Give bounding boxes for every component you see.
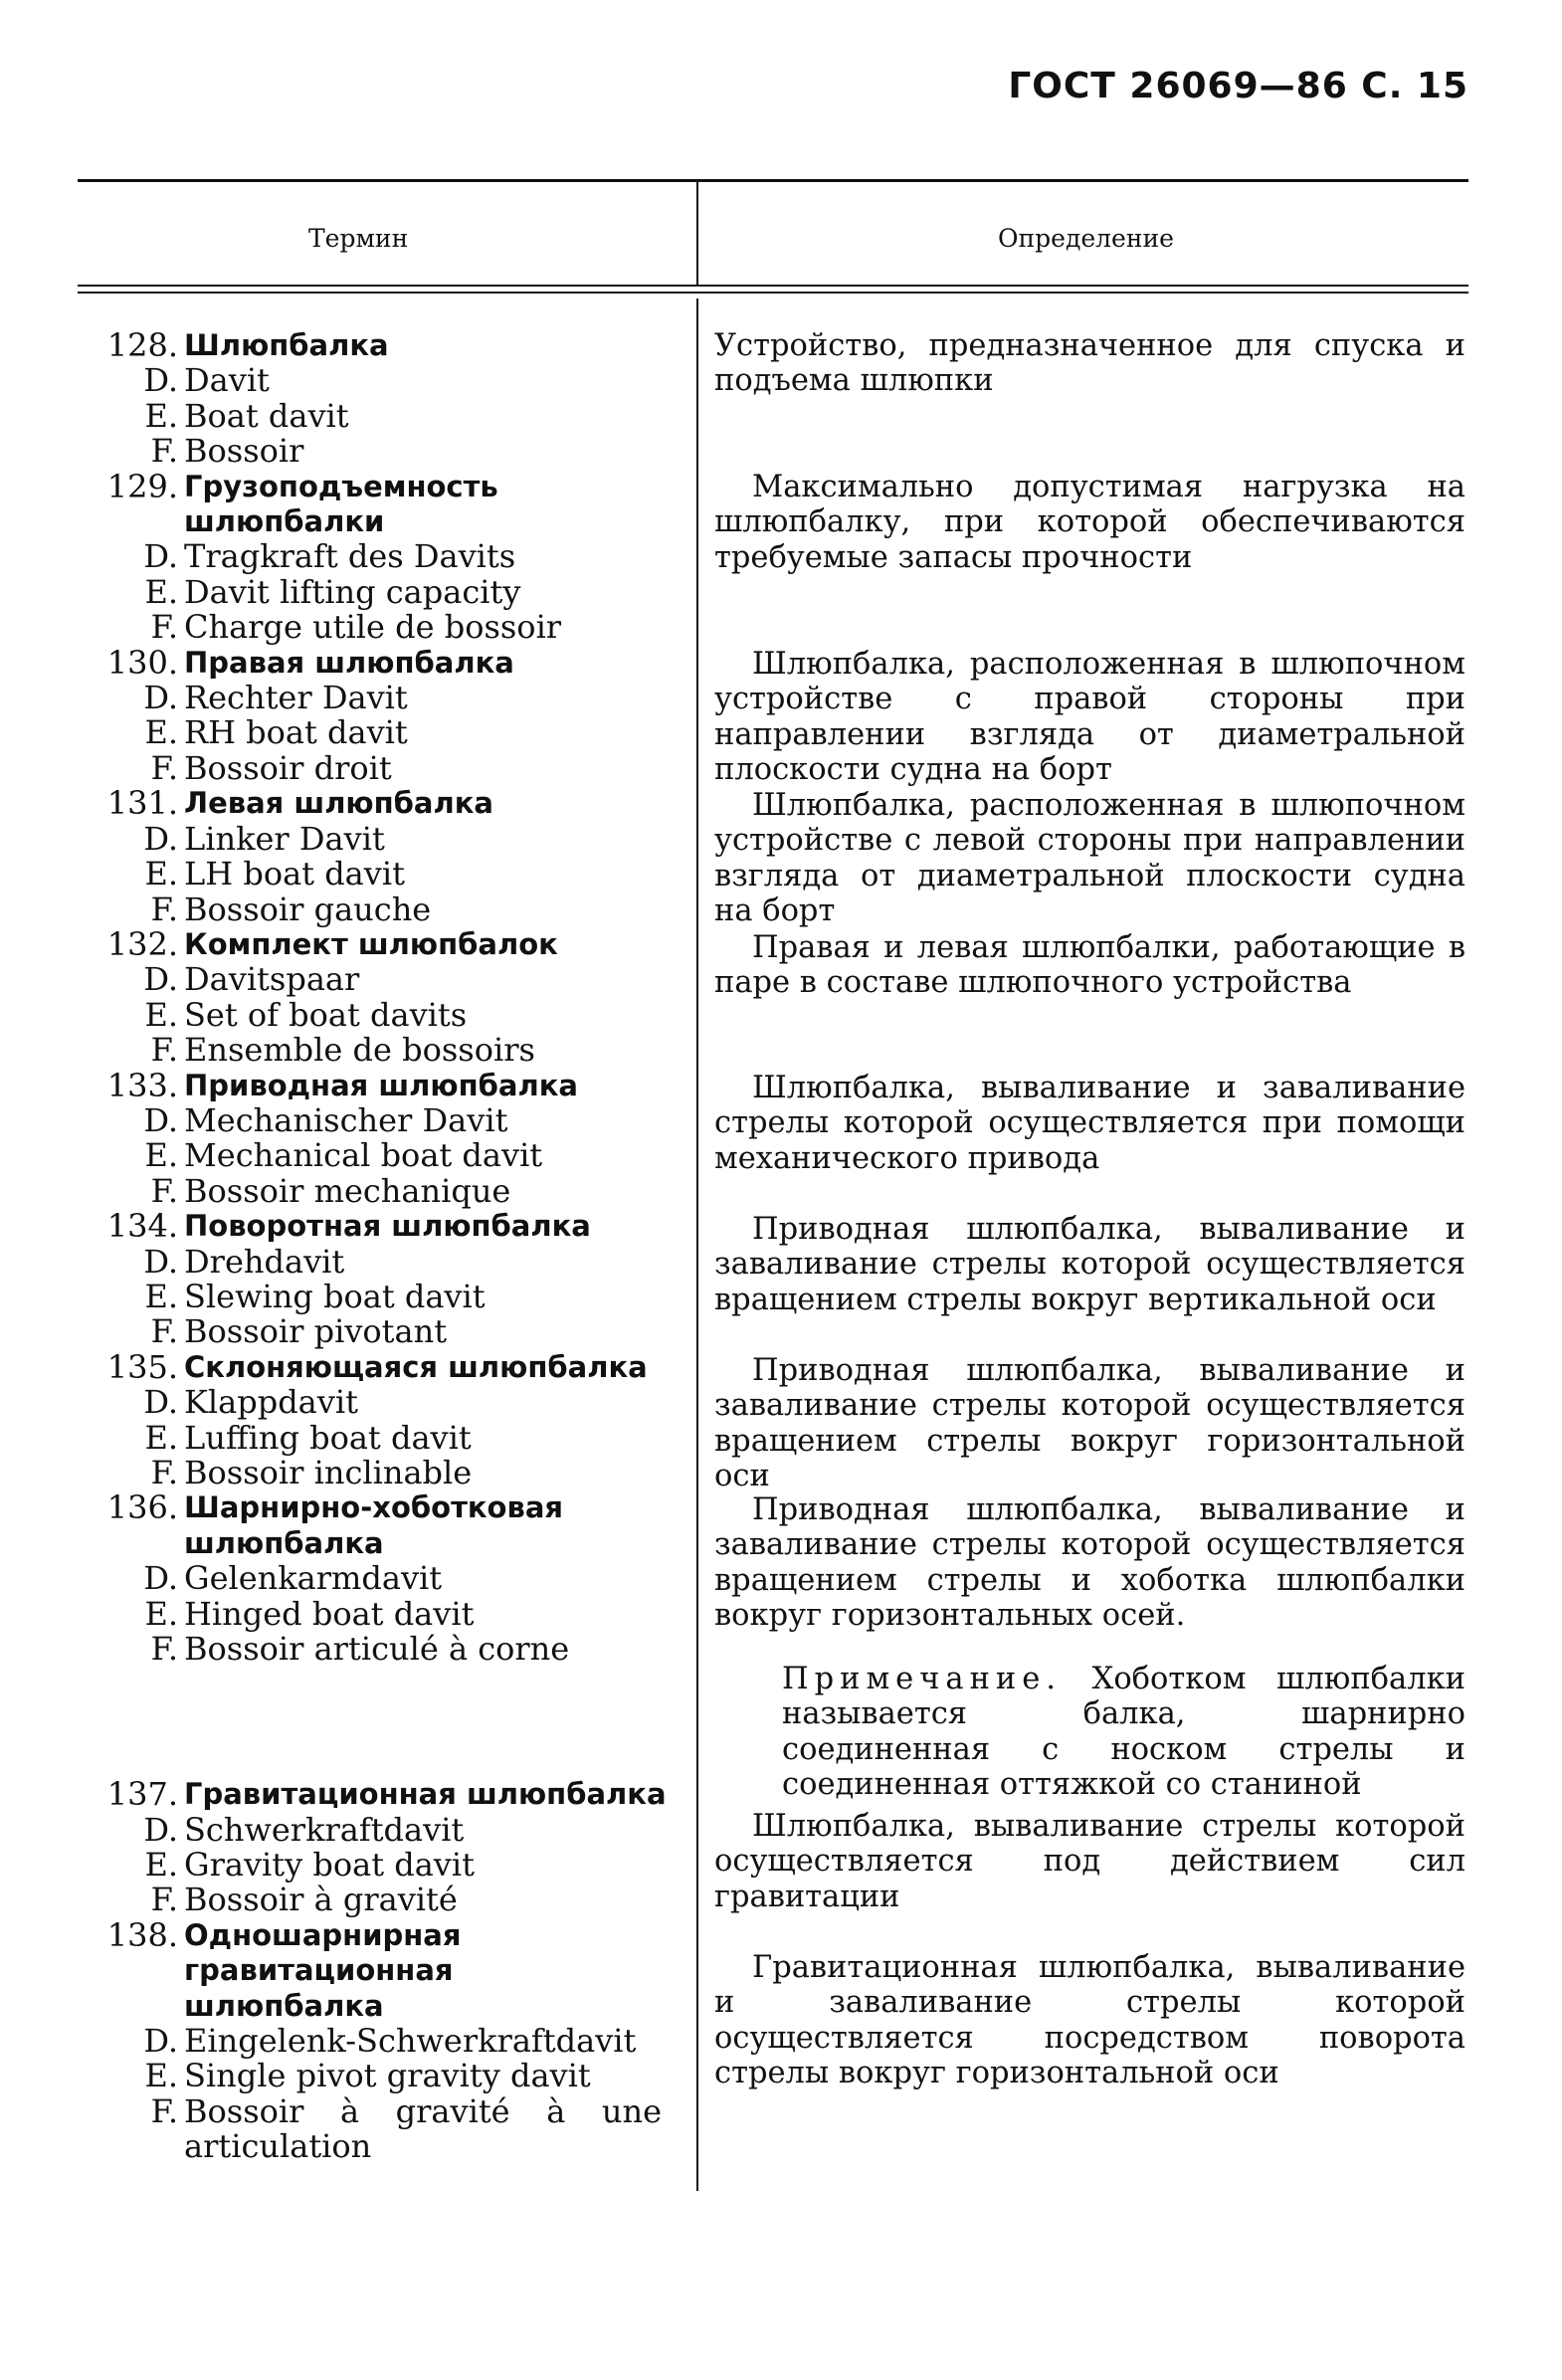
- header-rule-1: [78, 285, 1468, 287]
- term-equivalent: [95, 539, 682, 574]
- equivalent-term: Ensemble de bossoirs: [184, 1031, 535, 1070]
- language-code: F.: [150, 890, 178, 928]
- term-title: Шарнирно-хоботковая шлюпбалка: [184, 1490, 564, 1560]
- term-heading: [95, 924, 682, 963]
- term-number: 135.: [106, 1347, 178, 1386]
- equivalent-term: Bossoir droit: [184, 748, 392, 787]
- term-equivalent: [95, 1456, 682, 1490]
- term-equivalent: [95, 962, 682, 997]
- equivalent-term: Drehdavit: [184, 1242, 345, 1281]
- term-equivalent: [95, 1561, 682, 1596]
- definition-text: Шлюпбалка, вываливание и заваливание стрелы которой осуществляется при помощи механического привода: [714, 1071, 1465, 1176]
- equivalent-term: Bossoir articulé à corne: [184, 1630, 570, 1669]
- equivalent-term: Hinged boat davit: [184, 1594, 475, 1633]
- term-equivalent: [95, 748, 682, 787]
- definition-text: Приводная шлюпбалка, вываливание и заваливание стрелы которой осуществляется вращением стрелы вокруг вертикальной оси: [714, 1212, 1465, 1317]
- equivalent-term: Gravity boat davit: [184, 1846, 475, 1884]
- language-code: D.: [143, 537, 178, 576]
- language-code: E.: [144, 2057, 178, 2095]
- term-equivalent: [95, 715, 682, 750]
- equivalent-term: Mechanical boat davit: [184, 1136, 543, 1175]
- equivalent-term: Davit lifting capacity: [184, 572, 521, 611]
- language-code: D.: [143, 2022, 178, 2061]
- language-code: D.: [143, 960, 178, 999]
- equivalent-term: Single pivot gravity davit: [184, 2057, 591, 2095]
- term-equivalent: [95, 1138, 682, 1173]
- term-equivalent: [95, 819, 682, 858]
- term-equivalent: [95, 1314, 682, 1349]
- equivalent-term: Bossoir à gravité: [184, 1881, 458, 1919]
- term-equivalent: [95, 2059, 682, 2093]
- language-code: D.: [143, 1383, 178, 1422]
- language-code: F.: [150, 1454, 178, 1491]
- definition-text: Гравитационная шлюпбалка, вываливание и заваливание стрелы которой осуществляется посредством поворота стрелы вокруг горизонтальной оси: [714, 1950, 1465, 2091]
- language-code: E.: [144, 1277, 178, 1315]
- equivalent-term: Linker Davit: [184, 819, 385, 858]
- language-code: F.: [150, 748, 178, 787]
- definition-text: Приводная шлюпбалка, вываливание и заваливание стрелы которой осуществляется вращением стрелы вокруг горизонтальной оси: [714, 1353, 1465, 1494]
- term-equivalent: [95, 610, 682, 645]
- equivalent-term: Bossoir à gravité à une articulation: [184, 2091, 662, 2166]
- language-code: D.: [143, 819, 178, 858]
- equivalent-term: Slewing boat davit: [184, 1277, 486, 1315]
- term-number: 137.: [106, 1775, 178, 1814]
- term-equivalent: [95, 363, 682, 398]
- term-title: Склоняющаяся шлюпбалка: [184, 1349, 648, 1384]
- equivalent-term: RH boat davit: [184, 713, 408, 752]
- term-heading: [95, 1209, 682, 1244]
- term-heading: [95, 1915, 682, 2024]
- page-header: ГОСТ 26069—86 С. 15: [1008, 66, 1468, 106]
- equivalent-term: Tragkraft des Davits: [184, 537, 516, 576]
- equivalent-term: Davitspaar: [184, 960, 360, 999]
- language-code: D.: [143, 679, 178, 717]
- equivalent-term: Klappdavit: [184, 1383, 358, 1422]
- language-code: E.: [144, 1418, 178, 1457]
- term-title: Поворотная шлюпбалка: [184, 1209, 591, 1244]
- equivalent-term: Bossoir inclinable: [184, 1454, 473, 1491]
- term-equivalent: [95, 1277, 682, 1315]
- equivalent-term: Boat davit: [184, 396, 349, 435]
- term-number: 130.: [106, 643, 178, 682]
- definition-text: Шлюпбалка, вываливание стрелы которой осуществляется под действием сил гравитации: [714, 1809, 1465, 1914]
- language-code: F.: [150, 608, 178, 647]
- equivalent-term: Schwerkraftdavit: [184, 1810, 465, 1849]
- language-code: F.: [150, 1312, 178, 1351]
- language-code: F.: [150, 432, 178, 471]
- language-code: F.: [150, 2091, 178, 2130]
- language-code: F.: [150, 1171, 178, 1210]
- note-label: Примечание.: [782, 1662, 1062, 1696]
- language-code: E.: [144, 855, 178, 893]
- column-divider-body: [696, 298, 698, 2191]
- equivalent-term: Eingelenk-Schwerkraftdavit: [184, 2022, 637, 2061]
- term-heading: [95, 328, 682, 363]
- equivalent-term: Bossoir pivotant: [184, 1312, 448, 1351]
- term-equivalent: [95, 572, 682, 611]
- term-equivalent: [95, 396, 682, 435]
- definition-note: [782, 1662, 1465, 1803]
- term-number: 134.: [106, 1207, 178, 1246]
- term-heading: [95, 1347, 682, 1386]
- term-heading: [95, 786, 682, 821]
- terms-column: [95, 328, 682, 2165]
- column-header-term: Термин: [308, 224, 409, 253]
- term-title: Гравитационная шлюпбалка: [184, 1777, 667, 1812]
- definition-text: Максимально допустимая нагрузка на шлюпбалку, при которой обеспечиваются требуемые запасы прочности: [714, 470, 1465, 575]
- equivalent-term: Gelenkarmdavit: [184, 1559, 443, 1598]
- term-equivalent: [95, 2024, 682, 2059]
- language-code: D.: [143, 1810, 178, 1849]
- definition-text: Приводная шлюпбалка, вываливание и заваливание стрелы которой осуществляется вращением стрелы и хоботка шлюпбалки вокруг горизонтальных осей.: [714, 1492, 1465, 1634]
- term-title: Грузоподъемность шлюпбалки: [184, 469, 498, 539]
- term-number: 138.: [106, 1915, 178, 1954]
- term-heading: [95, 1777, 682, 1812]
- definition-text: Шлюпбалка, расположенная в шлюпочном устройстве с левой стороны при направлении взгляда от диаметральной плоскости судна на борт: [714, 788, 1465, 929]
- term-equivalent: [95, 1848, 682, 1883]
- definition-text: Шлюпбалка, расположенная в шлюпочном устройстве с правой стороны при направлении взгляда от диаметральной плоскости судна на борт: [714, 647, 1465, 788]
- language-code: D.: [143, 1559, 178, 1598]
- term-title: Комплект шлюпбалок: [184, 926, 558, 961]
- language-code: D.: [143, 361, 178, 400]
- equivalent-term: Charge utile de bossoir: [184, 608, 562, 647]
- term-equivalent: [95, 1594, 682, 1633]
- term-equivalent: [95, 434, 682, 469]
- term-number: 131.: [106, 784, 178, 823]
- definition-text: Правая и левая шлюпбалки, работающие в паре в составе шлюпочного устройства: [714, 930, 1465, 1001]
- column-divider-header: [696, 181, 698, 285]
- term-equivalent: [95, 857, 682, 892]
- equivalent-term: Bossoir gauche: [184, 890, 432, 928]
- term-number: 132.: [106, 924, 178, 963]
- term-number: 128.: [106, 326, 178, 364]
- term-title: Правая шлюпбалка: [184, 645, 514, 680]
- language-code: F.: [150, 1031, 178, 1070]
- term-equivalent: [95, 1033, 682, 1068]
- note-text: Хоботком шлюпбалки называется балка, шарнирно соединенная с носком стрелы и соединенная оттяжкой со станиной: [782, 1662, 1465, 1803]
- term-number: 136.: [106, 1488, 178, 1527]
- term-heading: [95, 1490, 682, 1561]
- term-equivalent: [95, 1242, 682, 1281]
- term-heading: [95, 467, 682, 540]
- equivalent-term: Davit: [184, 361, 270, 400]
- term-equivalent: [95, 995, 682, 1034]
- term-equivalent: [95, 1883, 682, 1917]
- term-equivalent: [95, 1171, 682, 1210]
- equivalent-term: Set of boat davits: [184, 995, 468, 1034]
- term-equivalent: [95, 892, 682, 927]
- table-top-rule: [78, 179, 1468, 182]
- language-code: E.: [144, 572, 178, 611]
- equivalent-term: Rechter Davit: [184, 679, 408, 717]
- language-code: E.: [144, 1136, 178, 1175]
- column-header-definition: Определение: [998, 224, 1174, 253]
- term-equivalent: [95, 1385, 682, 1420]
- language-code: E.: [144, 396, 178, 435]
- language-code: D.: [143, 1242, 178, 1281]
- language-code: E.: [144, 1594, 178, 1633]
- term-equivalent: [95, 1100, 682, 1139]
- equivalent-term: Bossoir: [184, 432, 304, 471]
- equivalent-term: Luffing boat davit: [184, 1418, 472, 1457]
- equivalent-term: Bossoir mechanique: [184, 1171, 511, 1210]
- definition-text: Устройство, предназначенное для спуска и подъема шлюпки: [714, 328, 1465, 399]
- term-equivalent: [95, 1632, 682, 1667]
- term-heading: [95, 1066, 682, 1104]
- term-equivalent: [95, 1810, 682, 1849]
- language-code: E.: [144, 995, 178, 1034]
- language-code: F.: [150, 1881, 178, 1919]
- term-title: Приводная шлюпбалка: [184, 1068, 578, 1102]
- language-code: F.: [150, 1630, 178, 1669]
- term-number: 133.: [106, 1066, 178, 1104]
- term-equivalent: [95, 681, 682, 715]
- equivalent-term: Mechanischer Davit: [184, 1100, 508, 1139]
- term-title: Шлюпбалка: [184, 328, 389, 362]
- term-title: Одношарнирная гравитационная шлюпбалка: [184, 1917, 462, 2023]
- term-equivalent: [95, 2091, 682, 2166]
- term-heading: [95, 643, 682, 682]
- term-equivalent: [95, 1418, 682, 1457]
- term-number: 129.: [106, 467, 178, 505]
- language-code: D.: [143, 1100, 178, 1139]
- header-rule-2: [78, 292, 1468, 294]
- language-code: E.: [144, 713, 178, 752]
- language-code: E.: [144, 1846, 178, 1884]
- equivalent-term: LH boat davit: [184, 855, 405, 893]
- term-title: Левая шлюпбалка: [184, 786, 493, 821]
